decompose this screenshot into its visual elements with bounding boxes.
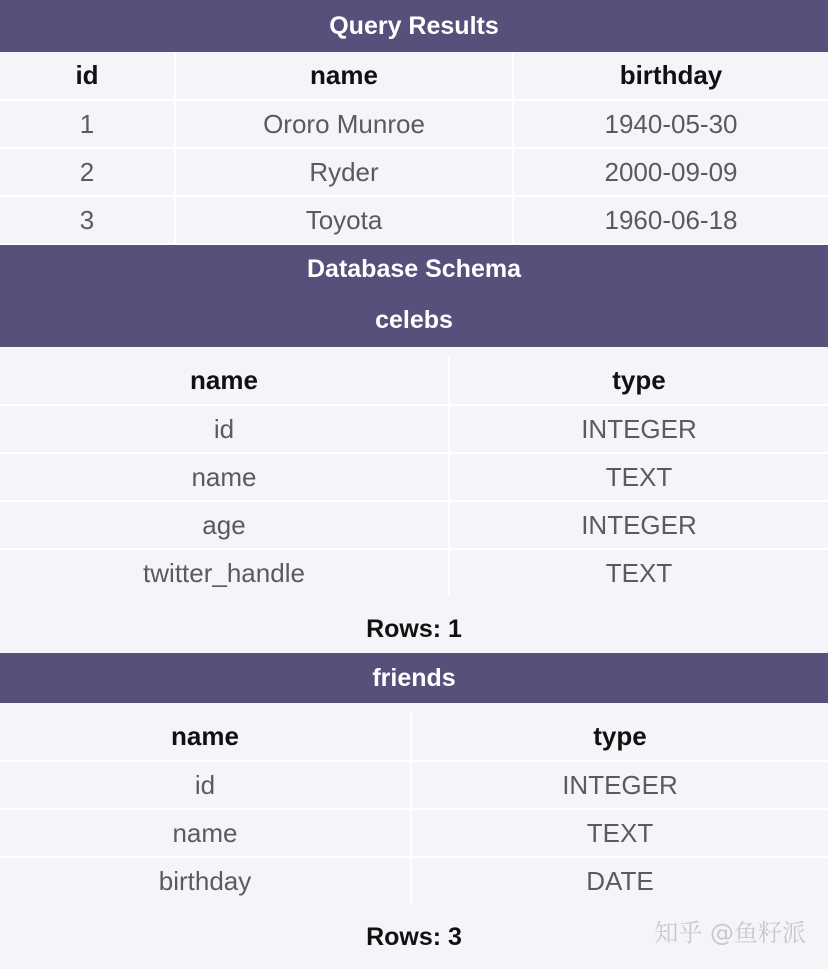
column-header: birthday xyxy=(513,52,828,100)
query-results-title: Query Results xyxy=(0,0,828,52)
cell: age xyxy=(0,501,449,549)
table-row xyxy=(0,501,828,549)
cell: INTEGER xyxy=(449,405,828,453)
cell: Ryder xyxy=(175,148,513,196)
table-row xyxy=(0,148,828,196)
cell: id xyxy=(0,405,449,453)
friends-schema-table xyxy=(0,713,828,905)
column-header: type xyxy=(411,713,828,761)
celebs-schema-table xyxy=(0,357,828,597)
cell: Toyota xyxy=(175,196,513,244)
cell: 1960-06-18 xyxy=(513,196,828,244)
table-row xyxy=(0,549,828,597)
cell: id xyxy=(0,761,411,809)
cell: TEXT xyxy=(411,809,828,857)
cell: INTEGER xyxy=(449,501,828,549)
cell: 2 xyxy=(0,148,175,196)
table-row xyxy=(0,453,828,501)
query-results-table xyxy=(0,52,828,245)
table-header-row xyxy=(0,713,828,761)
column-header: type xyxy=(449,357,828,405)
watermark: 知乎 @鱼籽派 xyxy=(654,919,806,947)
cell: 1940-05-30 xyxy=(513,100,828,148)
table-header-row xyxy=(0,357,828,405)
celebs-row-count: Rows: 1 xyxy=(366,615,462,643)
cell: 3 xyxy=(0,196,175,244)
cell: name xyxy=(0,453,449,501)
schema-title: Database Schema xyxy=(0,245,828,293)
column-header: name xyxy=(0,713,411,761)
cell: twitter_handle xyxy=(0,549,449,597)
table-row xyxy=(0,761,828,809)
column-header: name xyxy=(0,357,449,405)
table-row xyxy=(0,405,828,453)
celebs-table-title: celebs xyxy=(0,293,828,347)
cell: name xyxy=(0,809,411,857)
column-header: id xyxy=(0,52,175,100)
cell: INTEGER xyxy=(411,761,828,809)
cell: 1 xyxy=(0,100,175,148)
table-row xyxy=(0,196,828,244)
cell: 2000-09-09 xyxy=(513,148,828,196)
cell: DATE xyxy=(411,857,828,905)
friends-row-count: Rows: 3 xyxy=(366,923,462,951)
table-row xyxy=(0,857,828,905)
column-header: name xyxy=(175,52,513,100)
table-row xyxy=(0,809,828,857)
cell: TEXT xyxy=(449,549,828,597)
table-row xyxy=(0,100,828,148)
cell: TEXT xyxy=(449,453,828,501)
table-header-row xyxy=(0,52,828,100)
cell: Ororo Munroe xyxy=(175,100,513,148)
friends-table-title: friends xyxy=(0,653,828,703)
cell: birthday xyxy=(0,857,411,905)
